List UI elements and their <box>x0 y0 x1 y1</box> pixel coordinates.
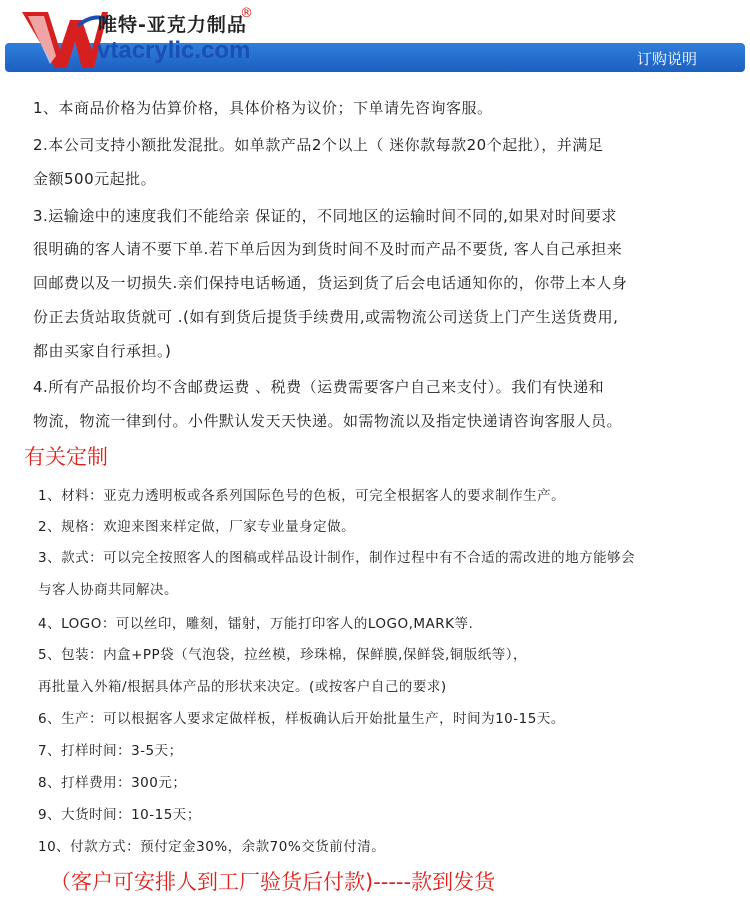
list-item: 再批量入外箱/根据具体产品的形状来决定。(或按客户自己的要求) <box>38 679 447 695</box>
list-item: 1、材料：亚克力透明板或各系列国际色号的色板，可完全根据客人的要求制作生产。 <box>38 488 566 504</box>
list-item: 5、包装：内盒+PP袋（气泡袋，拉丝模，珍珠棉，保鲜膜,保鲜袋,铜版纸等）， <box>38 647 528 663</box>
note-line: 很明确的客人请不要下单.若下单后因为到货时间不及时而产品不要货, 客人自己承担来 <box>33 240 623 258</box>
order-instructions-title: 订购说明 <box>636 50 697 68</box>
list-item: 7、打样时间：3-5天； <box>38 743 183 759</box>
list-item: 4、LOGO：可以丝印，雕刻，镭射，万能打印客人的LOGO,MARK等. <box>38 616 474 632</box>
note-line: 2.本公司支持小额批发混批。如单款产品2个以上（ 迷你款每款20个起批），并满足 <box>33 136 604 154</box>
payment-note: （客户可安排人到工厂验货后付款)-----款到发货 <box>50 870 496 894</box>
note-line: 金额500元起批。 <box>33 170 157 188</box>
header <box>0 0 750 80</box>
note-line: 物流，物流一律到付。小件默认发天天快递。如需物流以及指定快递请咨询客服人员。 <box>33 412 623 430</box>
registered-mark: ® <box>240 6 253 21</box>
note-line: 回邮费以及一切损失.亲们保持电话畅通，货运到货了后会电话通知你的，你带上本人身 <box>33 274 628 292</box>
note-line: 1、本商品价格为估算价格，具体价格为议价；下单请先咨询客服。 <box>33 99 493 117</box>
list-item: 2、规格：欢迎来图来样定做，厂家专业量身定做。 <box>38 519 356 535</box>
note-line: 3.运输途中的速度我们不能给亲 保证的，不同地区的运输时间不同的,如果对时间要求 <box>33 207 617 225</box>
customization-heading: 有关定制 <box>24 445 108 469</box>
list-item: 10、付款方式：预付定金30%，余款70%交货前付清。 <box>38 839 386 855</box>
list-item: 6、生产：可以根据客人要求定做样板，样板确认后开始批量生产，时间为10-15天。 <box>38 711 565 727</box>
note-line: 4.所有产品报价均不含邮费运费 、税费（运费需要客户自己来支付）。我们有快递和 <box>33 378 605 396</box>
note-line: 都由买家自行承担。) <box>33 342 172 360</box>
vt-logo-icon <box>18 6 108 72</box>
brand-url: vtacrylic.com <box>97 37 251 64</box>
list-item: 与客人协商共同解决。 <box>38 582 178 598</box>
list-item: 8、打样费用：300元； <box>38 775 187 791</box>
note-line: 份正去货站取货就可 .(如有到货后提货手续费用,或需物流公司送货上门产生送货费用, <box>33 308 619 326</box>
list-item: 3、款式：可以完全按照客人的图稿或样品设计制作，制作过程中有不合适的需改进的地方能够会 <box>38 550 636 566</box>
list-item: 9、大货时间：10-15天； <box>38 807 201 823</box>
brand-name: 唯特-亚克力制品 <box>98 14 247 36</box>
